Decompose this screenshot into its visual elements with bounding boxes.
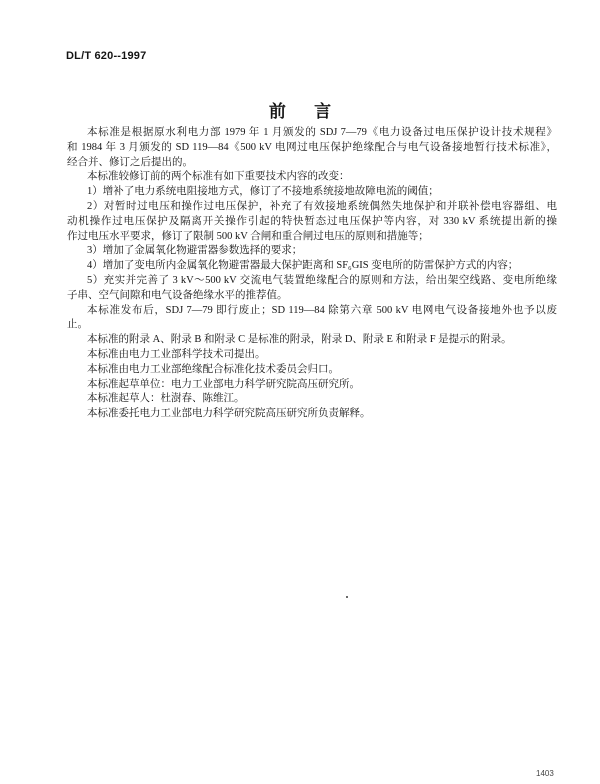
text-line: 动机操作过电压保护及隔离开关操作引起的特快暂态过电压保护等内容，对 330 kV 系统提出新的操: [67, 215, 557, 227]
standard-code: DL/T 620--1997: [66, 50, 147, 62]
list-item: [67, 259, 557, 274]
text-line: 本标准起草人：杜澍春、陈维江。: [87, 393, 245, 405]
text-line: 本标准是根据原水利电力部 1979 年 1 月颁发的 SDJ 7—79《电力设备过电压保护设计技术规程》: [87, 127, 557, 138]
text-line: 经合并、修订之后提出的。: [67, 156, 193, 168]
foreword-body: [67, 126, 557, 422]
text-line: 4）增加了变电所内金属氧化物避雷器最大保护距离和 SF₆GIS 变电所的防雷保护方式的内容；: [87, 260, 519, 272]
foreword-paragraph: [67, 348, 557, 363]
text-line: 2）对暂时过电压和操作过电压保护，补充了有效接地系统偶然失地保护和并联补偿电容器组、电: [87, 200, 557, 212]
text-line: 3）增加了金属氧化物避雷器参数选择的要求；: [87, 245, 303, 257]
foreword-paragraph: [67, 392, 557, 407]
text-line: 本标准发布后，SDJ 7—79 即行废止；SD 119—84 除第六章 500 kV 电网电气设备接地外也予以废: [87, 304, 557, 316]
foreword-paragraph: [67, 170, 557, 185]
section-title: 前 言: [268, 102, 332, 121]
list-item: [67, 200, 557, 244]
text-line: 本标准由电力工业部绝缘配合标准化技术委员会归口。: [87, 363, 339, 375]
text-line: 本标准较修订前的两个标准有如下重要技术内容的改变：: [87, 171, 350, 183]
foreword-paragraph: [67, 304, 557, 334]
text-line: 本标准委托电力工业部电力科学研究院高压研究所负责解释。: [87, 408, 371, 420]
foreword-paragraph: [67, 363, 557, 378]
page-number: 1403: [536, 769, 554, 778]
text-line: 本标准起草单位：电力工业部电力科学研究院高压研究所。: [87, 378, 360, 390]
list-item: [67, 185, 557, 200]
text-line: 本标准的附录 A、附录 B 和附录 C 是标准的附录，附录 D、附录 E 和附录 F 是提示的附录。: [87, 334, 512, 346]
foreword-paragraph: [67, 407, 557, 422]
foreword-paragraph: [67, 378, 557, 393]
text-line: 本标准由电力工业部科学技术司提出。: [87, 348, 266, 360]
foreword-paragraph: [67, 126, 557, 170]
text-line: 1）增补了电力系统电阻接地方式，修订了不接地系统接地故障电流的阈值；: [87, 186, 439, 198]
list-item: [67, 274, 557, 304]
foreword-paragraph: [67, 333, 557, 348]
text-line: 作过电压水平要求，修订了限制 500 kV 合闸和重合闸过电压的原则和措施等；: [67, 230, 429, 242]
text-line: 止。: [67, 319, 88, 331]
text-line: 和 1984 年 3 月颁发的 SD 119—84《500 kV 电网过电压保护绝缘配合与电气设备接地暂行技术标准》，: [67, 141, 557, 153]
text-line: 5）充实并完善了 3 kV～500 kV 交流电气装置绝缘配合的原则和方法，给出架空线路、变电所绝缘: [87, 274, 557, 286]
scan-speck: [346, 596, 348, 598]
text-line: 子串、空气间隙和电气设备绝缘水平的推荐值。: [67, 289, 288, 301]
list-item: [67, 244, 557, 259]
